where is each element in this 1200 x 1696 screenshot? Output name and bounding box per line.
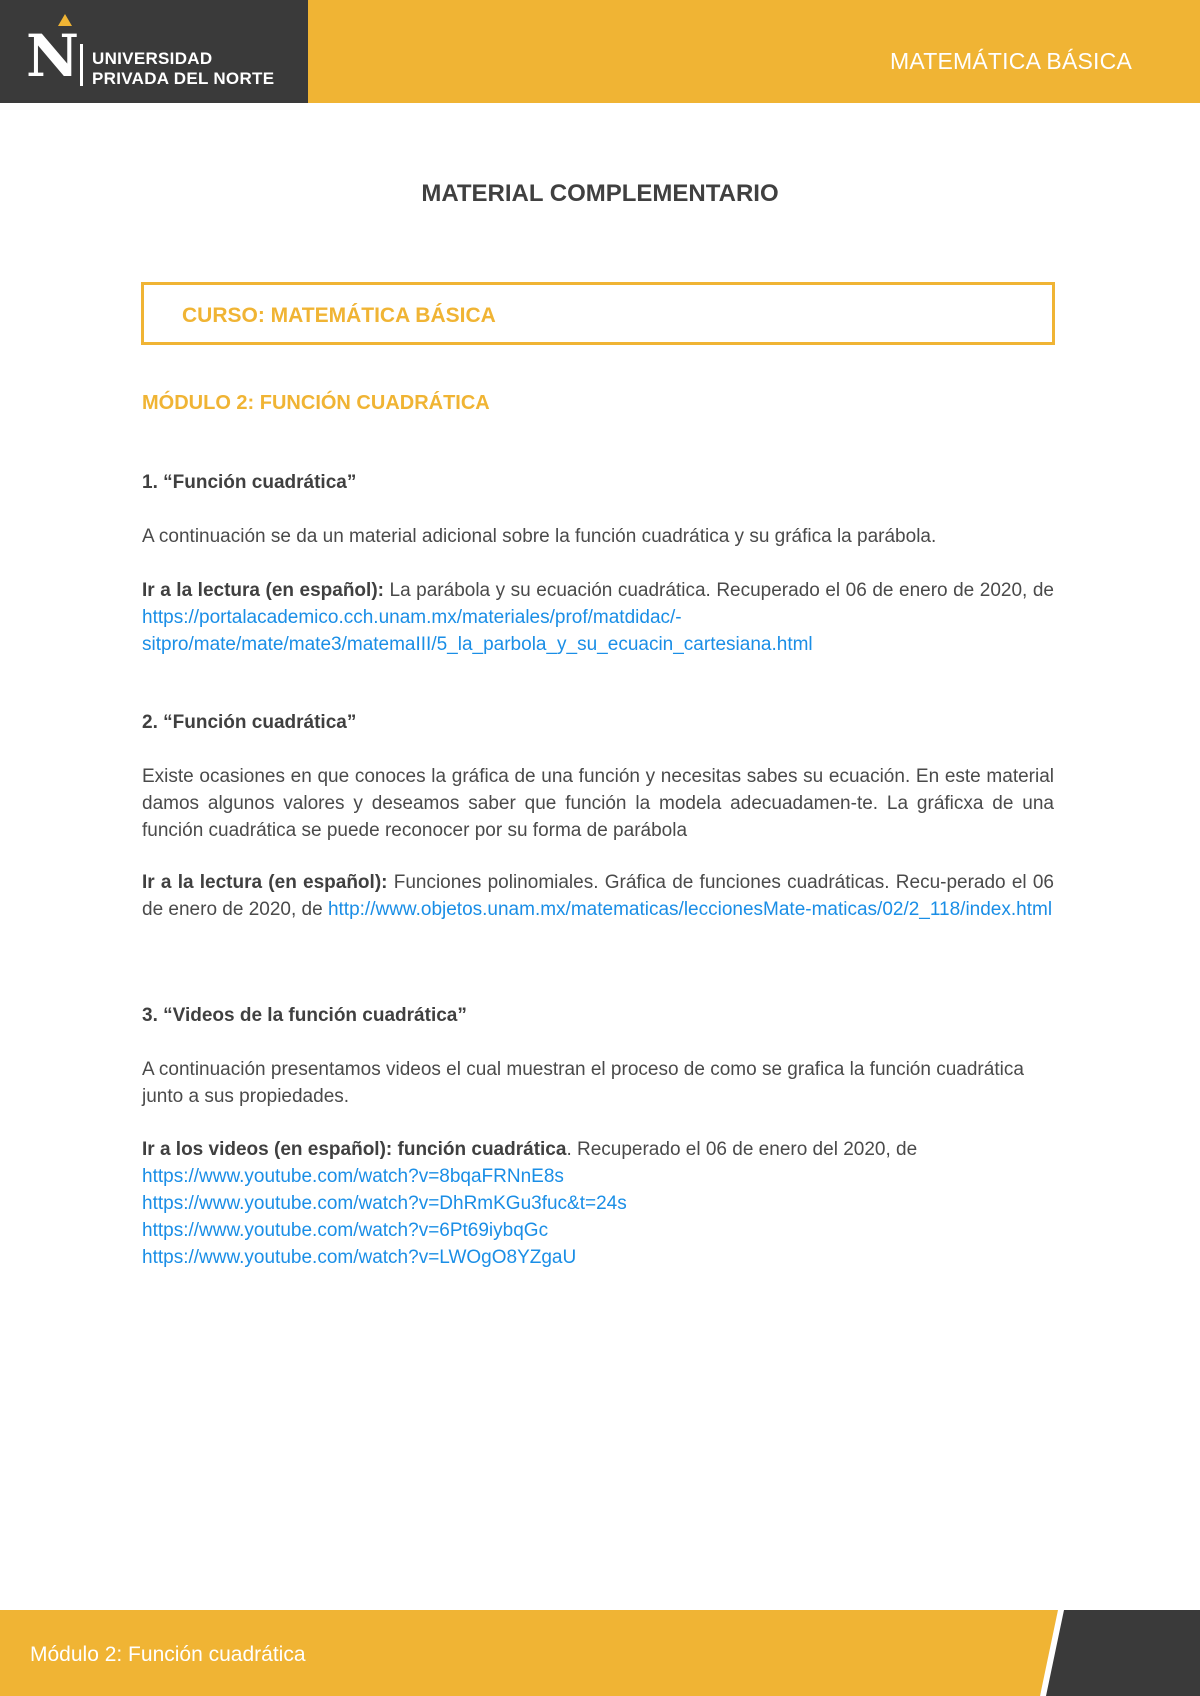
logo-divider [80, 44, 83, 86]
section-2-heading: 2. “Función cuadrática” [142, 712, 357, 733]
page-header [0, 0, 1200, 103]
logo-n-icon: N [26, 22, 80, 90]
section-3-read-text: . Recuperado el 06 de enero del 2020, de [566, 1139, 918, 1160]
section-1-heading: 1. “Función cuadrática” [142, 472, 357, 493]
footer-module-label: Módulo 2: Función cuadrática [30, 1643, 306, 1666]
video-link-4[interactable]: https://www.youtube.com/watch?v=LWOgO8YZgaU [142, 1247, 577, 1268]
section-3-reading [142, 1136, 1054, 1271]
section-1-link[interactable]: https://portalacademico.cch.unam.mx/materiales/prof/matdidac/-sitpro/mate/mate/mate3/matemaIII/5_la_parbola_y_su_ecuacin_cartesiana.html [142, 607, 813, 655]
document-title: MATERIAL COMPLEMENTARIO [421, 180, 779, 207]
section-1-reading [142, 577, 1054, 658]
course-box [141, 282, 1055, 345]
section-3-read-label: Ir a los videos (en español): función cuadrática [142, 1139, 567, 1160]
section-2-link[interactable]: http://www.objetos.unam.mx/matematicas/leccionesMate-maticas/02/2_118/index.html [327, 899, 1053, 920]
video-link-2[interactable]: https://www.youtube.com/watch?v=DhRmKGu3fuc&t=24s [142, 1193, 627, 1214]
section-3-heading: 3. “Videos de la función cuadrática” [142, 1005, 467, 1026]
section-2-read-text: Funciones polinomiales. Gráfica de funciones cuadráticas. Recu-perado el 06 de enero de 2020, de [142, 872, 1054, 920]
section-1-read-text: La parábola y su ecuación cuadrática. Recuperado el 06 de enero de 2020, de [389, 580, 1054, 601]
module-heading: MÓDULO 2: FUNCIÓN CUADRÁTICA [142, 392, 490, 414]
video-link-1[interactable]: https://www.youtube.com/watch?v=8bqaFRNnE8s [142, 1166, 564, 1187]
section-3-intro: A continuación presentamos videos el cual muestran el proceso de como se grafica la función cuadrática junto a sus propiedades. [142, 1059, 1024, 1107]
section-2-read-label: Ir a la lectura (en español): [142, 872, 388, 893]
section-1-intro: A continuación se da un material adicional sobre la función cuadrática y su gráfica la parábola. [142, 526, 937, 547]
video-link-3[interactable]: https://www.youtube.com/watch?v=6Pt69iybqGc [142, 1220, 549, 1241]
university-logo [0, 0, 308, 103]
section-2-reading [142, 869, 1054, 923]
section-2-intro: Existe ocasiones en que conoces la gráfica de una función y necesitas sabes su ecuación. En este material damos algunos valores y deseamos saber que función la modela adecuadamen-te. La gráficxa de una función cuadrática se puede reconocer por su forma de parábola [142, 766, 1054, 841]
logo-line1: UNIVERSIDAD [92, 49, 213, 68]
course-label: CURSO: MATEMÁTICA BÁSICA [182, 304, 496, 327]
page-footer [0, 1610, 1200, 1696]
footer-dark-accent [1040, 1610, 1200, 1696]
header-subject: MATEMÁTICA BÁSICA [890, 48, 1132, 74]
section-3-read-line [142, 1136, 1054, 1163]
section-1-read-label: Ir a la lectura (en español): [142, 580, 384, 601]
logo-line2: PRIVADA DEL NORTE [92, 69, 275, 88]
logo-text [92, 49, 274, 89]
logo-tilde-icon [58, 14, 72, 26]
